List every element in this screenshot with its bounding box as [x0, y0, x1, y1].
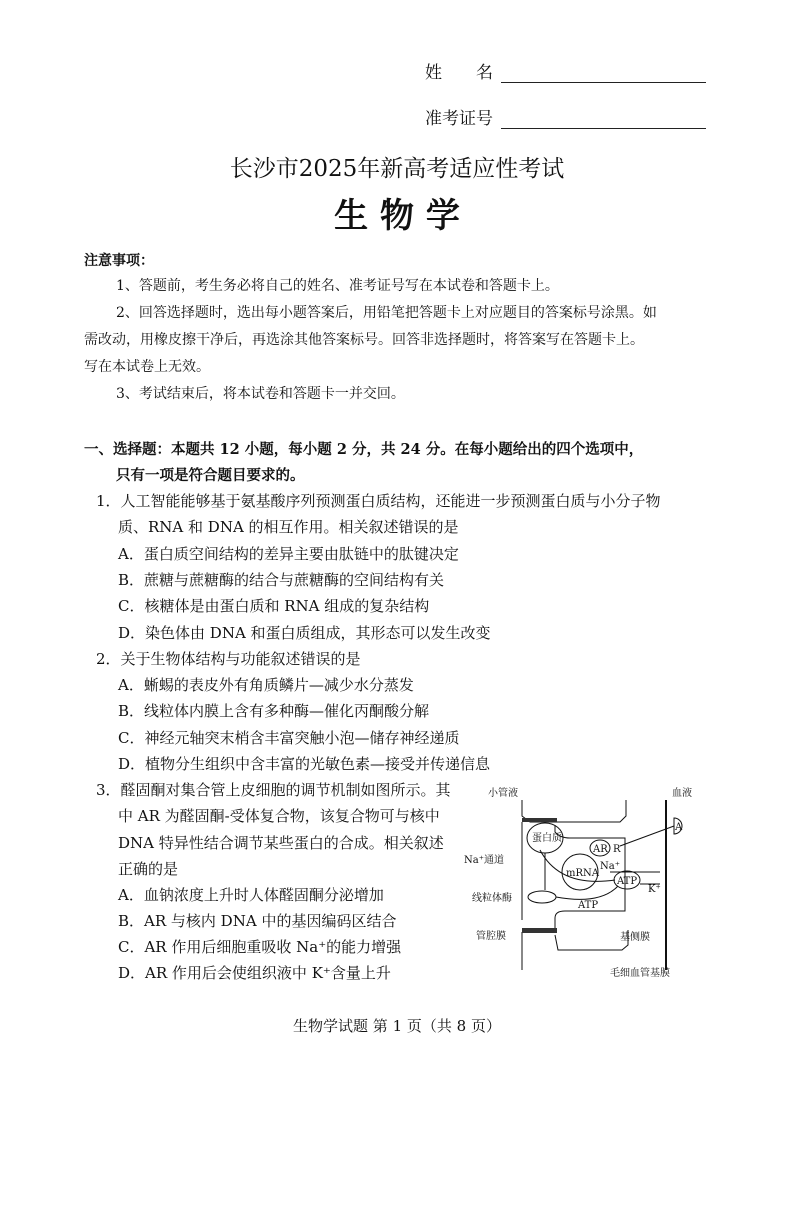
- label-tubule: 小管液: [488, 788, 518, 799]
- q3-option-b: B．AR 与核内 DNA 中的基因编码区结合: [118, 912, 397, 930]
- q3-stem-2: 中 AR 为醛固酮-受体复合物，该复合物可与核中: [118, 807, 440, 825]
- note-3: 3、考试结束后，将本试卷和答题卡一并交回。: [116, 386, 405, 402]
- q3-stem: 3．醛固酮对集合管上皮细胞的调节机制如图所示。其: [96, 781, 451, 799]
- arrow-atp: [556, 886, 618, 899]
- note-2-end: 写在本试卷上无效。: [84, 359, 210, 375]
- name-line: [501, 66, 706, 83]
- label-blood: 血液: [672, 788, 692, 799]
- label-lumen-membrane: 管腔膜: [476, 931, 506, 942]
- label-atp: ATP: [578, 900, 599, 911]
- q2-stem: 2．关于生物体结构与功能叙述错误的是: [96, 650, 361, 668]
- label-atp-pump: ATP: [617, 876, 638, 887]
- cell-bottom-outline: [555, 930, 628, 950]
- label-na-channel: Na⁺通道: [464, 855, 504, 866]
- section-heading: 一、选择题：本题共 12 小题，每小题 2 分，共 24 分。在每小题给出的四个选项中，: [84, 441, 644, 458]
- label-basolateral: 基侧膜: [620, 932, 650, 943]
- tight-junction-top: [522, 818, 557, 822]
- page-footer: 生物学试题 第 1 页（共 8 页）: [293, 1017, 501, 1035]
- label-mito-enzyme: 线粒体酶: [472, 893, 512, 904]
- label-r: R: [613, 844, 621, 855]
- q1-option-c: C．核糖体是由蛋白质和 RNA 组成的复杂结构: [118, 597, 430, 615]
- q2-option-a: A．蜥蜴的表皮外有角质鳞片—减少水分蒸发: [118, 676, 414, 694]
- notes-heading: 注意事项：: [84, 253, 154, 269]
- label-protein: 蛋白质: [532, 833, 562, 844]
- note-1: 1、答题前，考生务必将自己的姓名、准考证号写在本试卷和答题卡上。: [116, 278, 559, 294]
- q2-option-d: D．植物分生组织中含丰富的光敏色素—接受并传递信息: [118, 755, 491, 773]
- q2-option-c: C．神经元轴突末梢含丰富突触小泡—储存神经递质: [118, 729, 460, 747]
- section-heading-2: 只有一项是符合题目要求的。: [116, 467, 305, 484]
- q3-stem-3: DNA 特异性结合调节某些蛋白的合成。相关叙述: [118, 834, 444, 852]
- subject-title: 生 物 学: [334, 196, 460, 236]
- mito-enzyme: [528, 891, 556, 903]
- name-label: 姓 名: [425, 63, 493, 83]
- label-ar: AR: [593, 844, 608, 855]
- note-2-cont: 需改动，用橡皮擦干净后，再选涂其他答案标号。回答非选择题时，将答案写在答题卡上。: [84, 332, 644, 348]
- label-a: A: [675, 822, 683, 833]
- name-field: [425, 58, 706, 83]
- id-line: [501, 112, 706, 129]
- label-capillary: 毛细血管基膜: [610, 968, 670, 979]
- q3-option-c: C．AR 作用后细胞重吸收 Na⁺的能力增强: [118, 938, 402, 956]
- q2-option-b: B．线粒体内膜上含有多种酶—催化丙酮酸分解: [118, 702, 430, 720]
- aldosterone-diagram: [460, 780, 700, 980]
- label-mrna: mRNA: [566, 868, 599, 879]
- q3-stem-4: 正确的是: [118, 860, 179, 878]
- id-label: 准考证号: [425, 109, 493, 129]
- label-na: Na⁺: [600, 861, 620, 872]
- exam-title: 长沙市2025年新高考适应性考试: [229, 156, 565, 182]
- q1-option-b: B．蔗糖与蔗糖酶的结合与蔗糖酶的空间结构有关: [118, 571, 445, 589]
- note-2: 2、回答选择题时，选出每小题答案后，用铅笔把答题卡上对应题目的答案标号涂黑。如: [116, 305, 657, 321]
- q3-option-d: D．AR 作用后会使组织液中 K⁺含量上升: [118, 964, 391, 982]
- label-k: K⁺: [648, 884, 661, 895]
- q3-option-a: A．血钠浓度上升时人体醛固酮分泌增加: [118, 886, 384, 904]
- id-field: [425, 104, 706, 129]
- q1-stem-cont: 质、RNA 和 DNA 的相互作用。相关叙述错误的是: [118, 518, 459, 536]
- q1-option-d: D．染色体由 DNA 和蛋白质组成，其形态可以发生改变: [118, 624, 491, 642]
- q1-stem: 1．人工智能能够基于氨基酸序列预测蛋白质结构，还能进一步预测蛋白质与小分子物: [96, 492, 661, 510]
- tight-junction-bottom: [522, 928, 557, 933]
- q1-option-a: A．蛋白质空间结构的差异主要由肽链中的肽键决定: [118, 545, 459, 563]
